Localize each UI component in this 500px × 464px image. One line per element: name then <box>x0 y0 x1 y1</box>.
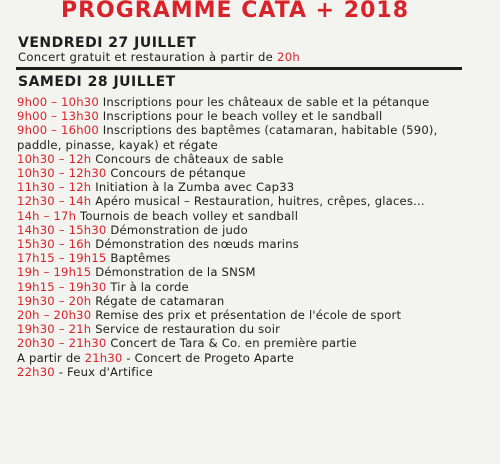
program-item <box>17 280 477 294</box>
friday-concert-text: Concert gratuit et restauration à partir de <box>18 50 278 64</box>
program-item <box>17 251 477 265</box>
event-description: Concours de pétanque <box>106 166 246 181</box>
program-item <box>17 265 477 279</box>
event-time: 19h30 – 21h <box>17 322 92 337</box>
program-item <box>17 209 477 223</box>
event-description: Baptêmes <box>106 251 171 266</box>
event-time: 9h00 – 13h30 <box>17 109 99 124</box>
event-description: Concert de Tara & Co. en première partie <box>106 336 357 351</box>
event-time: 9h00 – 10h30 <box>17 95 99 109</box>
event-time: 10h30 – 12h <box>17 151 92 166</box>
event-description: Inscriptions pour les châteaux de sable et la pétanque <box>98 95 430 109</box>
event-description: Apéro musical – Restauration, huitres, crêpes, glaces... <box>91 194 425 209</box>
saturday-heading: SAMEDI 28 JUILLET <box>18 74 176 90</box>
program-item <box>17 109 477 123</box>
program-item <box>17 95 477 109</box>
program-item <box>17 223 477 237</box>
section-divider <box>16 67 462 70</box>
event-time: 15h30 – 16h <box>17 237 92 252</box>
program-item <box>17 351 477 365</box>
event-description: - Concert de Progeto Aparte <box>122 350 294 365</box>
page-title: PROGRAMME CATA + 2018 <box>60 0 410 23</box>
program-item <box>17 365 477 379</box>
event-time: 20h30 – 21h30 <box>17 336 107 351</box>
event-description: Démonstration de judo <box>106 222 248 237</box>
saturday-program-list <box>17 95 477 379</box>
event-time: 19h30 – 20h <box>17 293 92 308</box>
program-item <box>17 294 477 308</box>
event-description: Tournois de beach volley et sandball <box>76 208 299 223</box>
event-description: Démonstration de la SNSM <box>91 265 256 280</box>
friday-heading: VENDREDI 27 JUILLET <box>18 35 197 51</box>
event-time: 14h30 – 15h30 <box>17 222 107 237</box>
event-prefix: A partir de <box>17 350 85 365</box>
event-description: - Feux d'Artifice <box>54 364 153 379</box>
program-item <box>17 308 477 322</box>
event-description: Démonstration des nœuds marins <box>91 237 299 252</box>
event-description: Inscriptions des baptêmes (catamaran, habitable (590), paddle, pinasse, kayak) et régate <box>17 123 438 152</box>
event-time: 17h15 – 19h15 <box>17 251 107 266</box>
event-time: 19h15 – 19h30 <box>17 279 107 294</box>
event-description: Remise des prix et présentation de l'école de sport <box>91 308 402 323</box>
program-item <box>17 180 477 194</box>
event-time: 22h30 <box>17 364 55 379</box>
event-time: 14h – 17h <box>17 208 77 223</box>
event-description: Initiation à la Zumba avec Cap33 <box>91 180 295 195</box>
event-description: Service de restauration du soir <box>91 322 281 337</box>
program-item <box>17 237 477 251</box>
friday-concert-time: 20h <box>277 50 301 64</box>
event-description: Concours de châteaux de sable <box>91 151 284 166</box>
event-time: 21h30 <box>84 350 123 365</box>
event-time: 12h30 – 14h <box>17 194 92 209</box>
program-item <box>17 336 477 350</box>
program-item <box>17 166 477 180</box>
event-time: 11h30 – 12h <box>17 180 92 195</box>
event-time: 9h00 – 16h00 <box>17 123 99 138</box>
program-item <box>17 152 477 166</box>
event-description: Inscriptions pour le beach volley et le sandball <box>98 109 383 124</box>
program-item <box>17 123 477 151</box>
event-description: Tir à la corde <box>106 279 189 294</box>
event-time: 10h30 – 12h30 <box>17 166 107 181</box>
friday-concert <box>18 50 300 64</box>
event-description: Régate de catamaran <box>91 293 225 308</box>
program-item <box>17 322 477 336</box>
event-time: 19h – 19h15 <box>17 265 92 280</box>
event-time: 20h – 20h30 <box>17 308 92 323</box>
program-item <box>17 194 477 208</box>
